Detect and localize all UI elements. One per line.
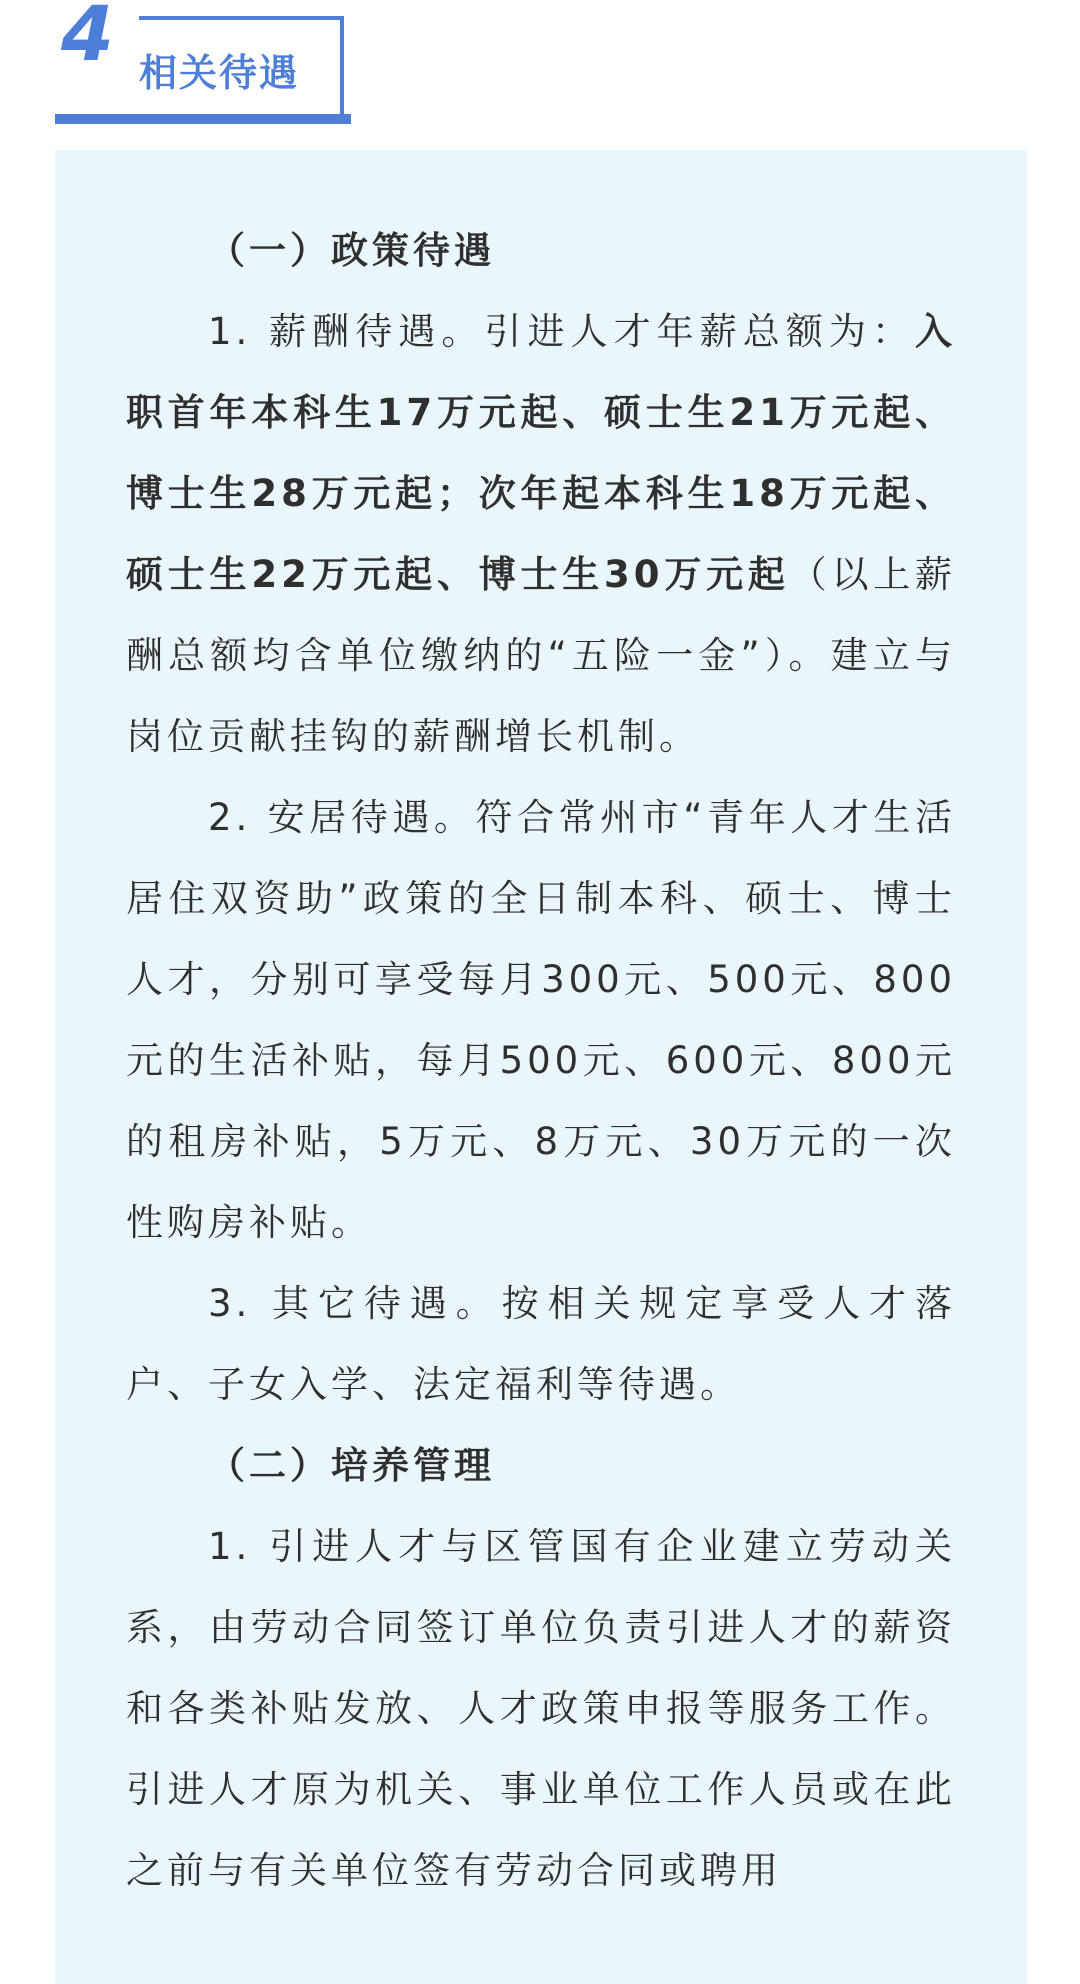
salary-lead: 1. 薪酬待遇。引进人才年薪总额为：: [208, 310, 915, 353]
housing-paragraph: 2. 安居待遇。符合常州市“青年人才生活居住双资助”政策的全日制本科、硕士、博士人才，分别可享受每月300元、500元、800元的生活补贴，每月500元、600元、800元的租房补贴，5万元、8万元、30万元的一次性购房补贴。: [126, 796, 956, 1244]
salary-note: （以上薪酬总额均含单位缴纳的“五险一金”）。建立与岗位贡献挂钩的薪酬增长机制。: [126, 553, 957, 758]
section-title: 相关待遇: [139, 51, 300, 95]
salary-paragraph: [126, 291, 956, 777]
training-paragraph-1: 1. 引进人才与区管国有企业建立劳动关系，由劳动合同签订单位负责引进人才的薪资和各类补贴发放、人才政策申报等服务工作。引进人才原为机关、事业单位工作人员或在此之前与有关单位签有劳动合同或聘用: [126, 1525, 956, 1892]
badge-underline: [55, 114, 351, 124]
section-badge: [55, 0, 355, 124]
article-body: [126, 210, 956, 1911]
other-benefits-paragraph: 3. 其它待遇。按相关规定享受人才落户、子女入学、法定福利等待遇。: [126, 1282, 956, 1406]
section-number: 4: [61, 0, 114, 78]
training-heading: （二）培养管理: [208, 1444, 495, 1487]
salary-amounts: 入职首年本科生17万元起、硕士生21万元起、博士生28万元起；次年起本科生18万元起、硕士生22万元起、博士生30万元起: [126, 310, 956, 596]
policy-heading: （一）政策待遇: [208, 229, 495, 272]
